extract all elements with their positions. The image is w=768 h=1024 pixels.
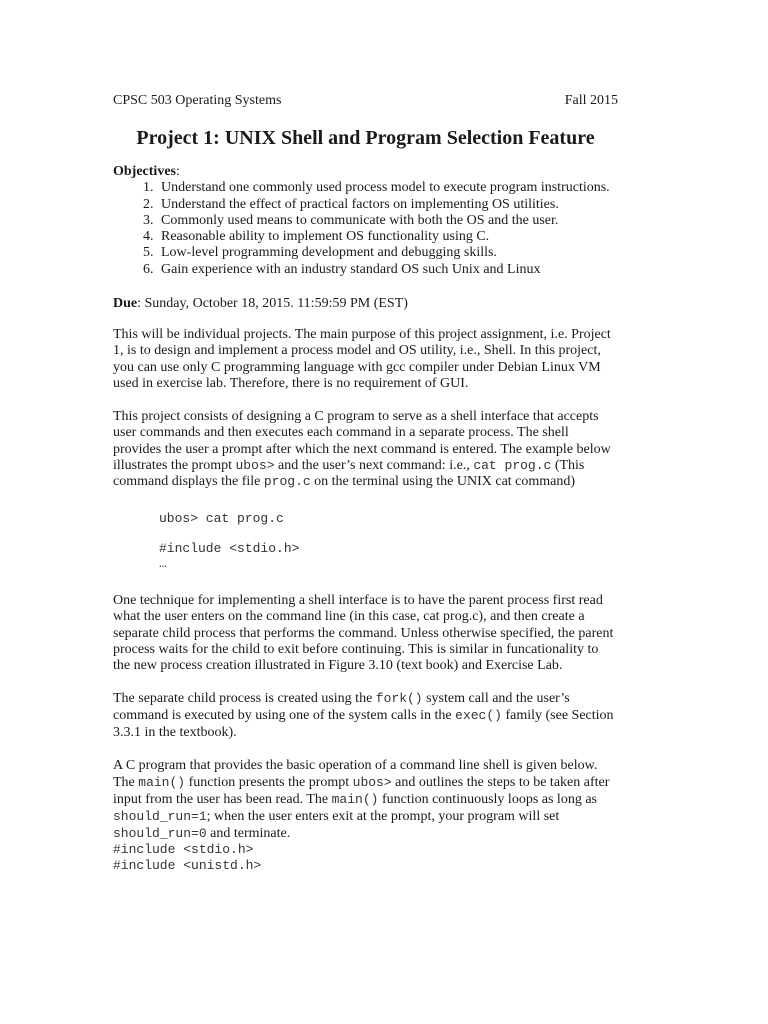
paragraph-c-program: A C program that provides the basic operation of a command line shell is given below. The main() function presents the prompt ubos> and outlines the steps to be taken after input from the user has been read. The main() function continuously loops as long as should_run=1; when the user enters exit at the prompt, your program will set should_run=0 and terminate.	[113, 758, 610, 841]
objectives-list	[113, 180, 618, 278]
objective-item: 1. Understand one commonly used process model to execute program instructions.	[157, 180, 618, 196]
objectives-heading: Objectives:	[113, 164, 180, 179]
inline-code: ubos>	[352, 775, 392, 790]
inline-code: cat prog.c	[473, 457, 552, 473]
term: Fall 2015	[564, 93, 618, 108]
paragraph-shell-description: This project consists of designing a C program to serve as a shell interface that accepts user commands and then executes each command in a separate process. The shell provides the user a prompt after which the next command is entered. The example below illustrates the prompt ubos> and the user’s next command: i.e., cat prog.c (This command displays the file prog.c on the terminal using the UNIX cat command)	[113, 409, 611, 490]
example-code-block	[159, 511, 618, 571]
include-code-block	[113, 842, 618, 874]
paragraph-child-process: The separate child process is created using the fork() system call and the user’s command is executed by using one of the system calls in the exec() family (see Section 3.3.1 in the textbook).	[113, 691, 614, 740]
objective-item: 2. Understand the effect of practical factors on implementing OS utilities.	[157, 197, 618, 213]
objective-item: 4. Reasonable ability to implement OS functionality using C.	[157, 229, 618, 245]
inline-code: prog.c	[263, 474, 311, 490]
inline-code: exec()	[455, 708, 502, 723]
objective-item: 3. Commonly used means to communicate with both the OS and the user.	[157, 213, 618, 229]
inline-code: main()	[331, 792, 379, 807]
inline-code: ubos>	[235, 457, 275, 473]
paragraph-technique: One technique for implementing a shell interface is to have the parent process first read what the user enters on the command line (in this case, cat prog.c), and then create a separate child process that performs the command. Unless otherwise specified, the parent process waits for the child to exit before continuing. This is similar in funcationality to the new process creation illustrated in Figure 3.10 (text book) and Exercise Lab.	[113, 593, 614, 674]
objectives-section	[113, 164, 618, 278]
due-date	[113, 296, 618, 312]
inline-code: fork()	[375, 691, 423, 706]
inline-code: should_run=1	[113, 809, 207, 824]
due-label: Due	[113, 296, 138, 311]
page-header	[113, 93, 618, 109]
code-line: ubos> cat prog.c	[159, 511, 284, 526]
code-line: …	[159, 556, 167, 571]
course-name: CPSC 503 Operating Systems	[113, 93, 282, 108]
inline-code: should_run=0	[113, 826, 207, 841]
objectives-label: Objectives	[113, 164, 176, 179]
due-text: : Sunday, October 18, 2015. 11:59:59 PM (EST)	[137, 296, 408, 311]
objective-item: 5. Low-level programming development and debugging skills.	[157, 245, 618, 261]
code-line: #include <stdio.h>	[113, 842, 254, 857]
inline-code: main()	[138, 775, 186, 790]
objective-item: 6. Gain experience with an industry standard OS such Unix and Linux	[157, 262, 618, 278]
code-line: #include <unistd.h>	[113, 858, 262, 873]
paragraph-intro: This will be individual projects. The main purpose of this project assignment, i.e. Project 1, is to design and implement a process model and OS utility, i.e., Shell. In this project, you can use only C programming language with gcc compiler under Debian Linux VM used in exercise lab. Therefore, there is no requirement of GUI.	[113, 327, 611, 391]
page-title: Project 1: UNIX Shell and Program Selection Feature	[136, 127, 595, 149]
code-line: #include <stdio.h>	[159, 541, 300, 556]
